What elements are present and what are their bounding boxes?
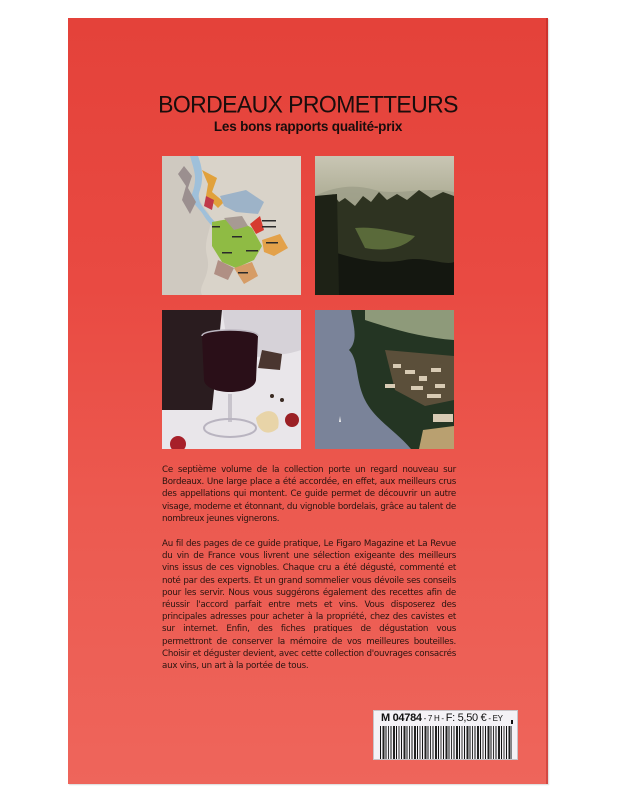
barcode-code: M 04784	[381, 712, 422, 724]
barcode-bars	[380, 726, 512, 759]
description-paragraph-2: Au fil des pages de ce guide pratique, Le Figaro Magazine et La Revue du vin de France vous livrent une sélection exigeante des meilleurs vins issus de ces vignobles. Chaque cru a été dégusté, commenté et noté par des experts. Et un grand sommelier vous dévoile ses conseils pour les servir. Nous vous suggérons également des recettes afin de réussir l'accord parfait entre mets et vins. Vous disposerez des principales adresses pour acheter à la propriété, chez des cavistes et sur internet. Enfin, des fiches pratiques de dégustation vous permettront de conserver la mémoire de vos meilleures bouteilles. Choisir et déguster devient, avec cette collection d'ouvrages consacrés aux vins, un art à la portée de tous.	[162, 539, 456, 672]
photo-aerial-view-estuary-village	[315, 310, 454, 449]
aerial-image-icon	[315, 310, 454, 449]
book-back-cover	[68, 18, 548, 784]
barcode-suffix-1: - 7 H -	[421, 714, 446, 723]
book-title: BORDEAUX PROMETTEURS	[158, 90, 458, 118]
photo-map-of-bordeaux-vineyards	[162, 156, 301, 295]
photo-glass-of-red-wine	[162, 310, 301, 449]
barcode-suffix-2: - EY	[486, 714, 503, 723]
barcode-price: F: 5,50 €	[445, 712, 487, 724]
description-paragraph-1: Ce septième volume de la collection porte un regard nouveau sur Bordeaux. Une large place a été accordée, en effet, aux meilleurs crus des appellations qui montent. Ce guide permet de découvrir un autre visage, moderne et étonnant, du vignoble bordelais, grâce au talent de nombreux jeunes vignerons.	[162, 465, 456, 524]
map-image-icon	[162, 156, 301, 295]
photo-misty-vineyard-landscape	[315, 156, 454, 295]
barcode-guard-mark	[511, 720, 513, 724]
book-subtitle: Les bons rapports qualité-prix	[213, 119, 403, 134]
wine-image-icon	[162, 310, 301, 449]
landscape-image-icon	[315, 156, 454, 295]
barcode-label	[381, 712, 503, 724]
barcode	[373, 710, 518, 760]
